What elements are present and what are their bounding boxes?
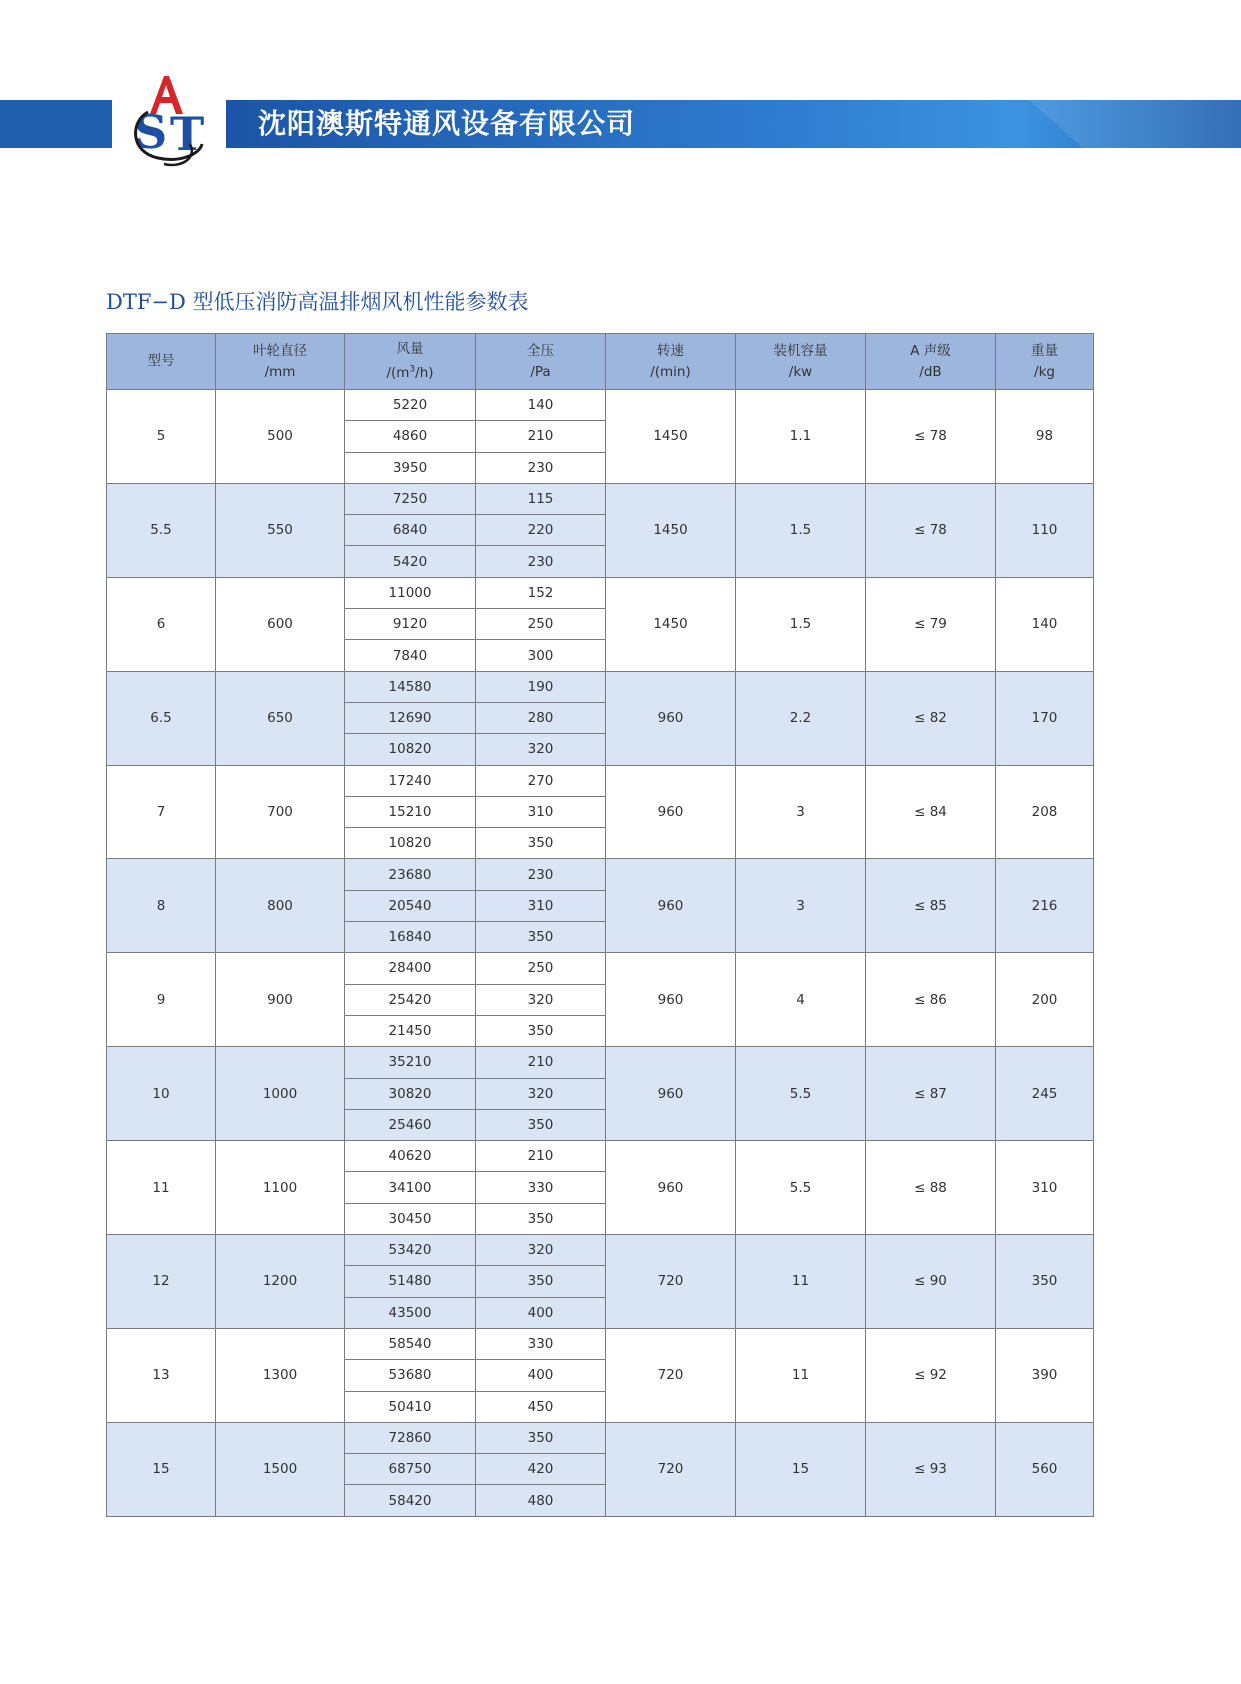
cell-diameter: 800 bbox=[216, 859, 345, 953]
cell-weight: 216 bbox=[996, 859, 1094, 953]
cell-airflow: 53420 bbox=[345, 1235, 476, 1266]
cell-pressure: 320 bbox=[476, 1078, 606, 1109]
cell-airflow: 5220 bbox=[345, 390, 476, 421]
cell-airflow: 72860 bbox=[345, 1422, 476, 1453]
cell-airflow: 28400 bbox=[345, 953, 476, 984]
cell-airflow: 35210 bbox=[345, 1047, 476, 1078]
cell-pressure: 350 bbox=[476, 1266, 606, 1297]
cell-speed: 960 bbox=[606, 859, 736, 953]
cell-diameter: 500 bbox=[216, 390, 345, 484]
cell-pressure: 320 bbox=[476, 984, 606, 1015]
table-row bbox=[107, 1235, 1094, 1266]
cell-pressure: 350 bbox=[476, 1203, 606, 1234]
unit-superscript: 3 bbox=[409, 364, 416, 375]
cell-weight: 560 bbox=[996, 1422, 1094, 1516]
table-row bbox=[107, 859, 1094, 890]
cell-airflow: 12690 bbox=[345, 702, 476, 733]
cell-diameter: 700 bbox=[216, 765, 345, 859]
cell-airflow: 9120 bbox=[345, 609, 476, 640]
cell-noise: ≤ 82 bbox=[866, 671, 996, 765]
cell-pressure: 330 bbox=[476, 1328, 606, 1359]
cell-diameter: 600 bbox=[216, 577, 345, 671]
performance-table bbox=[106, 333, 1094, 1517]
col-header-weight bbox=[996, 334, 1094, 390]
col-header-label: 重量 bbox=[1031, 342, 1058, 359]
col-header-unit: /Pa bbox=[530, 363, 551, 380]
cell-airflow: 58420 bbox=[345, 1485, 476, 1516]
cell-pressure: 400 bbox=[476, 1360, 606, 1391]
cell-weight: 350 bbox=[996, 1235, 1094, 1329]
cell-power: 15 bbox=[736, 1422, 866, 1516]
cell-diameter: 900 bbox=[216, 953, 345, 1047]
cell-pressure: 190 bbox=[476, 671, 606, 702]
cell-model: 7 bbox=[107, 765, 216, 859]
cell-airflow: 50410 bbox=[345, 1391, 476, 1422]
cell-airflow: 17240 bbox=[345, 765, 476, 796]
cell-speed: 960 bbox=[606, 765, 736, 859]
header-band-stripe bbox=[1029, 100, 1241, 148]
col-header-unit: /(min) bbox=[650, 363, 691, 380]
cell-power: 5.5 bbox=[736, 1141, 866, 1235]
cell-pressure: 230 bbox=[476, 859, 606, 890]
table-row bbox=[107, 671, 1094, 702]
cell-airflow: 53680 bbox=[345, 1360, 476, 1391]
cell-diameter: 1200 bbox=[216, 1235, 345, 1329]
cell-pressure: 420 bbox=[476, 1454, 606, 1485]
cell-pressure: 350 bbox=[476, 1109, 606, 1140]
unit-prefix: /(m bbox=[386, 365, 410, 382]
table-title: DTF−D 型低压消防高温排烟风机性能参数表 bbox=[106, 290, 529, 314]
cell-pressure: 320 bbox=[476, 1235, 606, 1266]
cell-pressure: 210 bbox=[476, 421, 606, 452]
cell-diameter: 1500 bbox=[216, 1422, 345, 1516]
cell-airflow: 58540 bbox=[345, 1328, 476, 1359]
table-header-row bbox=[107, 334, 1094, 390]
cell-airflow: 10820 bbox=[345, 734, 476, 765]
cell-pressure: 250 bbox=[476, 609, 606, 640]
cell-airflow: 6840 bbox=[345, 515, 476, 546]
cell-weight: 110 bbox=[996, 483, 1094, 577]
cell-pressure: 480 bbox=[476, 1485, 606, 1516]
cell-power: 1.1 bbox=[736, 390, 866, 484]
cell-noise: ≤ 93 bbox=[866, 1422, 996, 1516]
table-row bbox=[107, 1328, 1094, 1359]
company-logo bbox=[128, 74, 218, 170]
col-header-label: 转速 bbox=[657, 342, 684, 359]
cell-power: 5.5 bbox=[736, 1047, 866, 1141]
cell-pressure: 350 bbox=[476, 1422, 606, 1453]
col-header-label: 装机容量 bbox=[773, 342, 828, 359]
cell-noise: ≤ 86 bbox=[866, 953, 996, 1047]
cell-model: 6 bbox=[107, 577, 216, 671]
cell-diameter: 1300 bbox=[216, 1328, 345, 1422]
col-header-pressure bbox=[476, 334, 606, 390]
cell-speed: 960 bbox=[606, 1047, 736, 1141]
cell-weight: 390 bbox=[996, 1328, 1094, 1422]
cell-diameter: 1000 bbox=[216, 1047, 345, 1141]
cell-weight: 170 bbox=[996, 671, 1094, 765]
cell-pressure: 280 bbox=[476, 702, 606, 733]
col-header-diameter bbox=[216, 334, 345, 390]
table-row bbox=[107, 1141, 1094, 1172]
cell-model: 5.5 bbox=[107, 483, 216, 577]
company-name: 沈阳澳斯特通风设备有限公司 bbox=[258, 107, 636, 140]
cell-speed: 720 bbox=[606, 1328, 736, 1422]
cell-model: 5 bbox=[107, 390, 216, 484]
cell-noise: ≤ 78 bbox=[866, 483, 996, 577]
cell-speed: 960 bbox=[606, 1141, 736, 1235]
cell-power: 4 bbox=[736, 953, 866, 1047]
col-header-airflow bbox=[345, 334, 476, 390]
cell-pressure: 210 bbox=[476, 1047, 606, 1078]
cell-model: 6.5 bbox=[107, 671, 216, 765]
col-header-model bbox=[107, 334, 216, 390]
cell-pressure: 115 bbox=[476, 483, 606, 514]
cell-airflow: 11000 bbox=[345, 577, 476, 608]
cell-airflow: 40620 bbox=[345, 1141, 476, 1172]
cell-pressure: 450 bbox=[476, 1391, 606, 1422]
table-body bbox=[107, 390, 1094, 1517]
col-header-unit: /kw bbox=[788, 363, 813, 380]
cell-power: 1.5 bbox=[736, 483, 866, 577]
cell-power: 11 bbox=[736, 1235, 866, 1329]
table-row bbox=[107, 1422, 1094, 1453]
cell-airflow: 23680 bbox=[345, 859, 476, 890]
cell-pressure: 330 bbox=[476, 1172, 606, 1203]
cell-noise: ≤ 87 bbox=[866, 1047, 996, 1141]
cell-model: 9 bbox=[107, 953, 216, 1047]
cell-weight: 245 bbox=[996, 1047, 1094, 1141]
col-header-unit: /kg bbox=[1034, 363, 1055, 380]
cell-airflow: 15210 bbox=[345, 796, 476, 827]
col-header-label: A 声级 bbox=[910, 342, 951, 359]
table-row bbox=[107, 953, 1094, 984]
cell-speed: 1450 bbox=[606, 390, 736, 484]
cell-airflow: 16840 bbox=[345, 922, 476, 953]
cell-pressure: 230 bbox=[476, 546, 606, 577]
cell-airflow: 21450 bbox=[345, 1015, 476, 1046]
table-row bbox=[107, 765, 1094, 796]
cell-weight: 98 bbox=[996, 390, 1094, 484]
table-row bbox=[107, 390, 1094, 421]
cell-model: 15 bbox=[107, 1422, 216, 1516]
cell-noise: ≤ 84 bbox=[866, 765, 996, 859]
cell-airflow: 43500 bbox=[345, 1297, 476, 1328]
unit-suffix: /h) bbox=[415, 365, 434, 382]
cell-airflow: 7250 bbox=[345, 483, 476, 514]
cell-model: 12 bbox=[107, 1235, 216, 1329]
col-header-power bbox=[736, 334, 866, 390]
cell-airflow: 4860 bbox=[345, 421, 476, 452]
cell-model: 11 bbox=[107, 1141, 216, 1235]
cell-airflow: 30820 bbox=[345, 1078, 476, 1109]
cell-pressure: 140 bbox=[476, 390, 606, 421]
cell-weight: 140 bbox=[996, 577, 1094, 671]
cell-speed: 720 bbox=[606, 1235, 736, 1329]
cell-pressure: 270 bbox=[476, 765, 606, 796]
cell-diameter: 650 bbox=[216, 671, 345, 765]
cell-noise: ≤ 90 bbox=[866, 1235, 996, 1329]
cell-weight: 200 bbox=[996, 953, 1094, 1047]
cell-noise: ≤ 79 bbox=[866, 577, 996, 671]
cell-airflow: 25420 bbox=[345, 984, 476, 1015]
cell-airflow: 14580 bbox=[345, 671, 476, 702]
cell-power: 11 bbox=[736, 1328, 866, 1422]
cell-pressure: 350 bbox=[476, 1015, 606, 1046]
cell-airflow: 34100 bbox=[345, 1172, 476, 1203]
cell-power: 1.5 bbox=[736, 577, 866, 671]
cell-airflow: 68750 bbox=[345, 1454, 476, 1485]
cell-weight: 208 bbox=[996, 765, 1094, 859]
cell-airflow: 30450 bbox=[345, 1203, 476, 1234]
cell-speed: 720 bbox=[606, 1422, 736, 1516]
cell-pressure: 350 bbox=[476, 922, 606, 953]
cell-airflow: 10820 bbox=[345, 828, 476, 859]
cell-model: 8 bbox=[107, 859, 216, 953]
cell-airflow: 25460 bbox=[345, 1109, 476, 1140]
col-header-label: 型号 bbox=[147, 353, 175, 369]
cell-diameter: 550 bbox=[216, 483, 345, 577]
cell-speed: 1450 bbox=[606, 577, 736, 671]
cell-pressure: 230 bbox=[476, 452, 606, 483]
cell-noise: ≤ 92 bbox=[866, 1328, 996, 1422]
table-row bbox=[107, 483, 1094, 514]
cell-pressure: 250 bbox=[476, 953, 606, 984]
cell-airflow: 7840 bbox=[345, 640, 476, 671]
cell-noise: ≤ 88 bbox=[866, 1141, 996, 1235]
col-header-label: 叶轮直径 bbox=[253, 342, 307, 359]
cell-noise: ≤ 85 bbox=[866, 859, 996, 953]
cell-model: 10 bbox=[107, 1047, 216, 1141]
col-header-unit: /dB bbox=[919, 363, 942, 380]
col-header-unit: /mm bbox=[264, 363, 296, 380]
col-header-unit bbox=[386, 365, 433, 381]
cell-pressure: 320 bbox=[476, 734, 606, 765]
cell-speed: 1450 bbox=[606, 483, 736, 577]
cell-noise: ≤ 78 bbox=[866, 390, 996, 484]
cell-weight: 310 bbox=[996, 1141, 1094, 1235]
col-header-label: 风量 bbox=[396, 340, 424, 357]
header-band-left bbox=[0, 100, 112, 148]
table-row bbox=[107, 577, 1094, 608]
cell-airflow: 3950 bbox=[345, 452, 476, 483]
cell-speed: 960 bbox=[606, 671, 736, 765]
table-row bbox=[107, 1047, 1094, 1078]
cell-airflow: 51480 bbox=[345, 1266, 476, 1297]
svg-text:T: T bbox=[170, 107, 205, 161]
col-header-noise bbox=[866, 334, 996, 390]
cell-speed: 960 bbox=[606, 953, 736, 1047]
cell-power: 3 bbox=[736, 859, 866, 953]
cell-pressure: 300 bbox=[476, 640, 606, 671]
cell-pressure: 152 bbox=[476, 577, 606, 608]
cell-pressure: 400 bbox=[476, 1297, 606, 1328]
cell-pressure: 310 bbox=[476, 796, 606, 827]
cell-pressure: 310 bbox=[476, 890, 606, 921]
cell-model: 13 bbox=[107, 1328, 216, 1422]
cell-airflow: 20540 bbox=[345, 890, 476, 921]
cell-pressure: 210 bbox=[476, 1141, 606, 1172]
cell-diameter: 1100 bbox=[216, 1141, 345, 1235]
cell-power: 2.2 bbox=[736, 671, 866, 765]
cell-pressure: 220 bbox=[476, 515, 606, 546]
col-header-speed bbox=[606, 334, 736, 390]
col-header-label: 全压 bbox=[527, 342, 554, 359]
cell-airflow: 5420 bbox=[345, 546, 476, 577]
svg-text:S: S bbox=[134, 105, 168, 159]
cell-power: 3 bbox=[736, 765, 866, 859]
cell-pressure: 350 bbox=[476, 828, 606, 859]
